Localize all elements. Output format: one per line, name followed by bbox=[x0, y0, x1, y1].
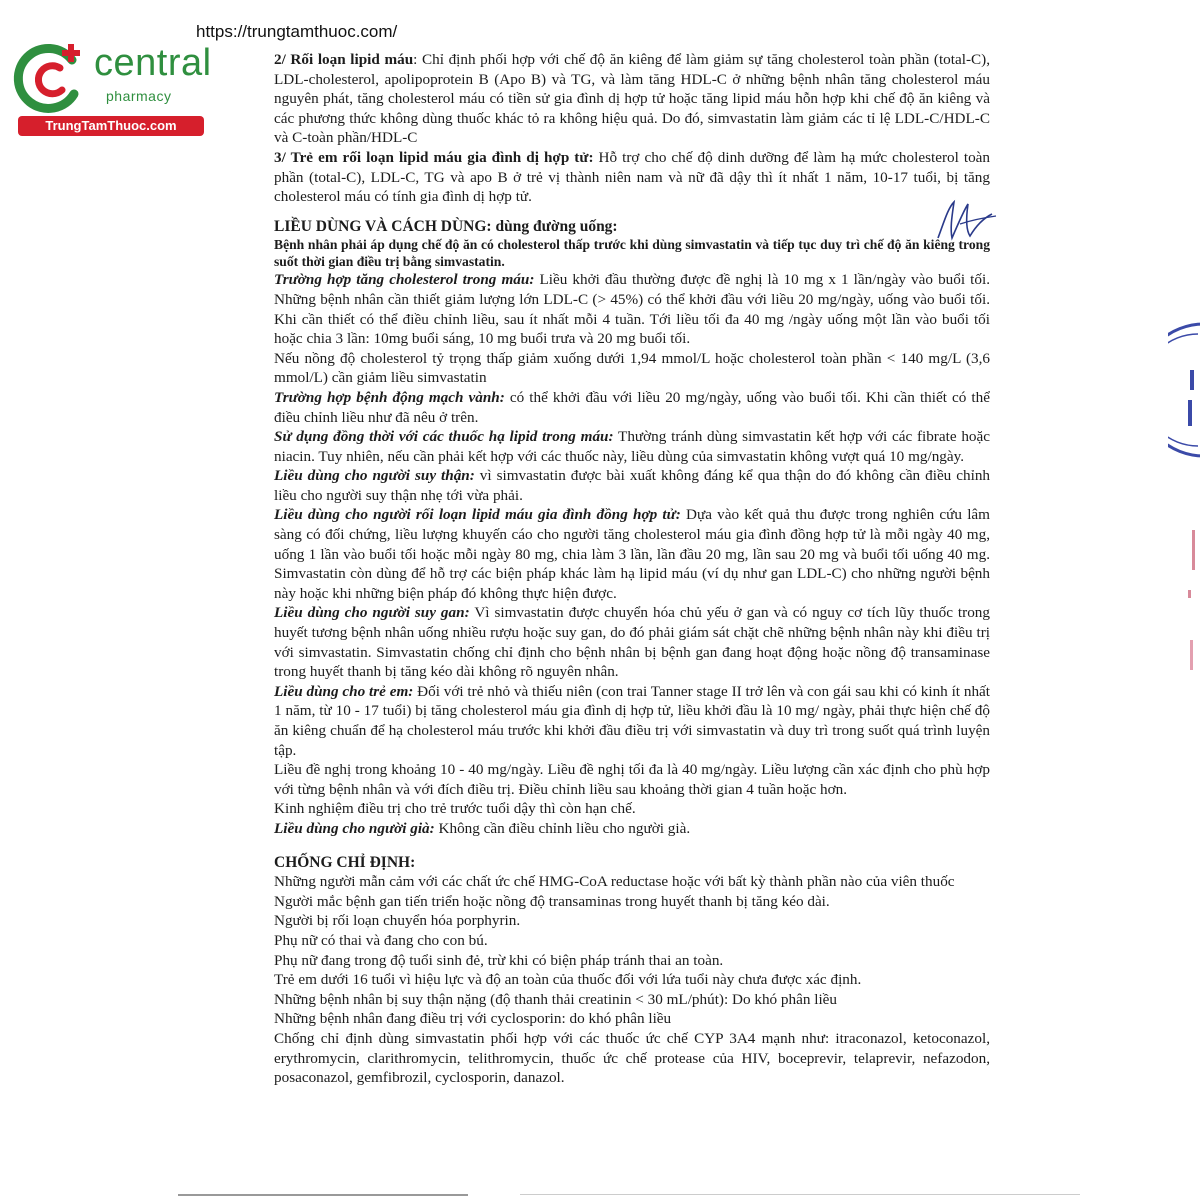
dosage-heading: LIỀU DÙNG VÀ CÁCH DÙNG: dùng đường uống: bbox=[274, 217, 618, 235]
indication-3 bbox=[274, 148, 990, 207]
central-pharmacy-logo[interactable] bbox=[10, 38, 210, 138]
contraindication-item: Phụ nữ đang trong độ tuổi sinh đẻ, trừ khi có biện pháp tránh thai an toàn. bbox=[274, 951, 724, 969]
dosage-section-title: Liều dùng cho người rối loạn lipid máu gia đình đồng hợp tử: bbox=[274, 506, 681, 524]
stamp-fragment bbox=[1168, 320, 1200, 460]
dosage-note: Kinh nghiệm điều trị cho trẻ trước tuổi dậy thì còn hạn chế. bbox=[274, 800, 636, 818]
contraindication-item: Người bị rối loạn chuyển hóa porphyrin. bbox=[274, 912, 521, 930]
indication-2-title: 2/ Rối loạn lipid máu bbox=[274, 51, 414, 68]
contraindication-item: Những người mẫn cảm với các chất ức chế HMG-CoA reductase hoặc với bất kỳ thành phần nào của viên thuốc bbox=[274, 873, 955, 891]
dosage-section bbox=[274, 270, 990, 348]
dosage-section-title: Sử dụng đồng thời với các thuốc hạ lipid trong máu: bbox=[274, 428, 614, 446]
dosage-section-text: Đối với trẻ nhỏ và thiếu niên (con trai Tanner stage II trở lên và con gái sau khi có kinh ít nhất 1 năm, từ 10 - 17 tuổi) bị tăng cholesterol máu gia đình dị hợp tử, liều khởi đầu là 10 mg/ ngày, phải thực hiện chế độ ăn kiêng chuẩn để hạ cholesterol máu trước khi khởi đầu điều trị với simvastatin và duy trì trong suốt quá trình luyện tập. bbox=[274, 682, 990, 759]
contraindication-item: Những bệnh nhân bị suy thận nặng (độ thanh thải creatinin < 30 mL/phút): Do khó phân liều bbox=[274, 990, 838, 1008]
margin-print-mark bbox=[1178, 530, 1200, 690]
dosage-section bbox=[274, 427, 990, 466]
bottom-divider bbox=[178, 1194, 468, 1196]
dosage-section-text: Liều khởi đầu thường được đề nghị là 10 mg x 1 lần/ngày vào buổi tối. Những bệnh nhân cần thiết giảm lượng lớn LDL-C (> 45%) có thể khởi đầu với liều 20 mg/ngày, uống vào buổi tối. Khi cần thiết có thể điều chỉnh liều, sau ít nhất mỗi 4 tuần. Tới liều tối đa 40 mg /ngày uống một lần vào buổi tối hoặc chia 3 lần: 10mg buổi sáng, 10 mg buổi trưa và 20 mg buổi tối. bbox=[274, 271, 990, 348]
dosage-section-text: Thường tránh dùng simvastatin kết hợp với các fibrate hoặc niacin. Tuy nhiên, nếu cần phải kết hợp với các thuốc này, liều dùng của simvastatin không vượt quá 10 mg/ngày. bbox=[274, 428, 990, 465]
logo-brand-text: central bbox=[94, 42, 212, 84]
indication-2 bbox=[274, 50, 990, 148]
dosage-intro: Bệnh nhân phải áp dụng chế độ ăn có cholesterol thấp trước khi dùng simvastatin và tiếp tục duy trì chế độ ăn kiêng trong suốt thời gian điều trị bằng simvastatin. bbox=[274, 237, 990, 270]
contraindication-item: Người mắc bệnh gan tiến triển hoặc nồng độ transaminas trong huyết thanh bị tăng kéo dài. bbox=[274, 892, 830, 910]
logo-site-badge: TrungTamThuoc.com bbox=[18, 116, 204, 136]
dosage-section bbox=[274, 505, 990, 603]
contraindication-item: Những bệnh nhân đang điều trị với cyclosporin: do khó phân liều bbox=[274, 1010, 672, 1028]
dosage-section-text: vì simvastatin được bài xuất không đáng kể qua thận do đó không cần điều chỉnh liều cho người suy thận nhẹ tới vừa phải. bbox=[274, 467, 991, 504]
dosage-note: Nếu nồng độ cholesterol tỷ trọng thấp giảm xuống dưới 1,94 mmol/L hoặc cholesterol toàn phần < 140 mg/L (3,6 mmol/L) cần giảm liều simvastatin bbox=[274, 349, 990, 387]
dosage-section-title: Liều dùng cho người già: bbox=[274, 819, 435, 837]
dosage-section-title: Liều dùng cho trẻ em: bbox=[274, 682, 414, 700]
contraindication-item: Phụ nữ có thai và đang cho con bú. bbox=[274, 931, 488, 949]
indication-3-title: 3/ Trẻ em rối loạn lipid máu gia đình dị hợp tử: bbox=[274, 148, 594, 166]
logo-subtitle: pharmacy bbox=[106, 88, 172, 104]
contraindication-item: Chống chỉ định dùng simvastatin phối hợp với các thuốc ức chế CYP 3A4 mạnh như: itraconazol, ketoconazol, erythromycin, clarithromycin, telithromycin, thuốc ức chế protease của HIV, boceprevir, telaprevir, nefazodon, posaconazol, gemfibrozil, cyclosporin, danazol. bbox=[274, 1029, 990, 1087]
document-body bbox=[274, 50, 990, 1088]
dosage-note: Liều đề nghị trong khoảng 10 - 40 mg/ngày. Liều đề nghị tối đa là 40 mg/ngày. Liều lượng cần xác định cho phù hợp với từng bệnh nhân và với đích điều trị. Điều chỉnh liều sau khoảng thời gian 4 tuần hoặc hơn. bbox=[274, 761, 990, 798]
dosage-section-text: có thể khởi đầu với liều 20 mg/ngày, uống vào buổi tối. Khi cần thiết có thể điều chỉnh liều như đã nêu ở trên. bbox=[274, 388, 990, 426]
dosage-section bbox=[274, 819, 990, 839]
dosage-section-title: Trường hợp tăng cholesterol trong máu: bbox=[274, 271, 535, 289]
dosage-section-text: Không cần điều chỉnh liều cho người già. bbox=[434, 819, 691, 837]
contraindications-heading: CHỐNG CHỈ ĐỊNH: bbox=[274, 853, 416, 871]
dosage-section bbox=[274, 603, 990, 681]
dosage-section-text: Dựa vào kết quả thu được trong nghiên cứu lâm sàng có đối chứng, liều lượng khuyến cáo cho người tăng cholesterol máu gia đình đồng hợp tử là mỗi ngày 40 mg, uống 1 lần vào buổi tối hoặc mỗi ngày 80 mg, chia làm 3 lần, lần đầu 20 mg, lần sau 20 mg và buổi tối uống 40 mg. Simvastatin còn dùng để hỗ trợ các biện pháp khác làm hạ lipid máu (ví dụ như gan LDL-C) cho những người bệnh này hoặc khi những biện pháp đó không thực hiện được. bbox=[274, 506, 990, 602]
contraindication-item: Trẻ em dưới 16 tuổi vì hiệu lực và độ an toàn của thuốc đối với lứa tuổi này chưa được xác định. bbox=[274, 971, 862, 989]
dosage-section-title: Liều dùng cho người suy gan: bbox=[274, 604, 470, 622]
source-url[interactable]: https://trungtamthuoc.com/ bbox=[196, 22, 398, 41]
dosage-section bbox=[274, 466, 990, 505]
indication-2-text: : Chỉ định phối hợp với chế độ ăn kiêng để làm giảm sự tăng cholesterol toàn phần (total-C), LDL-cholesterol, apolipoprotein B (Apo B) và TG, và làm tăng HDL-C ở những bệnh nhân tăng cholesterol máu nguyên phát, tăng cholesterol máu có tiền sử gia đình dị hợp tử hoặc tăng lipid máu hỗn hợp khi chế độ ăn kiêng và các phương thức không dùng thuốc khác tỏ ra không hiệu quả. Do đó, simvastatin làm giảm các tỉ lệ LDL-C/HDL-C và C-toàn phần/HDL-C bbox=[274, 51, 990, 147]
dosage-section bbox=[274, 388, 990, 427]
indication-3-text: Hỗ trợ cho chế độ dinh dưỡng để làm hạ mức cholesterol toàn phần (total-C), LDL-C, TG và apo B ở trẻ vị thành niên nam và nữ đã dậy thì ít nhất 1 năm, 10-17 tuổi, bị tăng cholesterol máu có tính gia đình dị hợp tử. bbox=[274, 148, 990, 206]
dosage-section-title: Liều dùng cho người suy thận: bbox=[274, 467, 475, 485]
dosage-section bbox=[274, 682, 990, 760]
pharmacy-logo-icon bbox=[10, 38, 90, 118]
bottom-divider-right bbox=[520, 1194, 1080, 1195]
dosage-section-text: Vì simvastatin được chuyển hóa chủ yếu ở gan và có nguy cơ tích lũy thuốc trong huyết tương bệnh nhân uống nhiều rượu hoặc suy gan, do đó phải giám sát chặt chẽ những bệnh nhân này khi điều trị với simvastatin. Simvastatin chống chỉ định cho bệnh nhân bị bệnh gan đang hoạt động hoặc nồng độ transaminase trong huyết thanh bị tăng kéo dài không rõ nguyên nhân. bbox=[274, 604, 990, 681]
dosage-section-title: Trường hợp bệnh động mạch vành: bbox=[274, 388, 505, 406]
